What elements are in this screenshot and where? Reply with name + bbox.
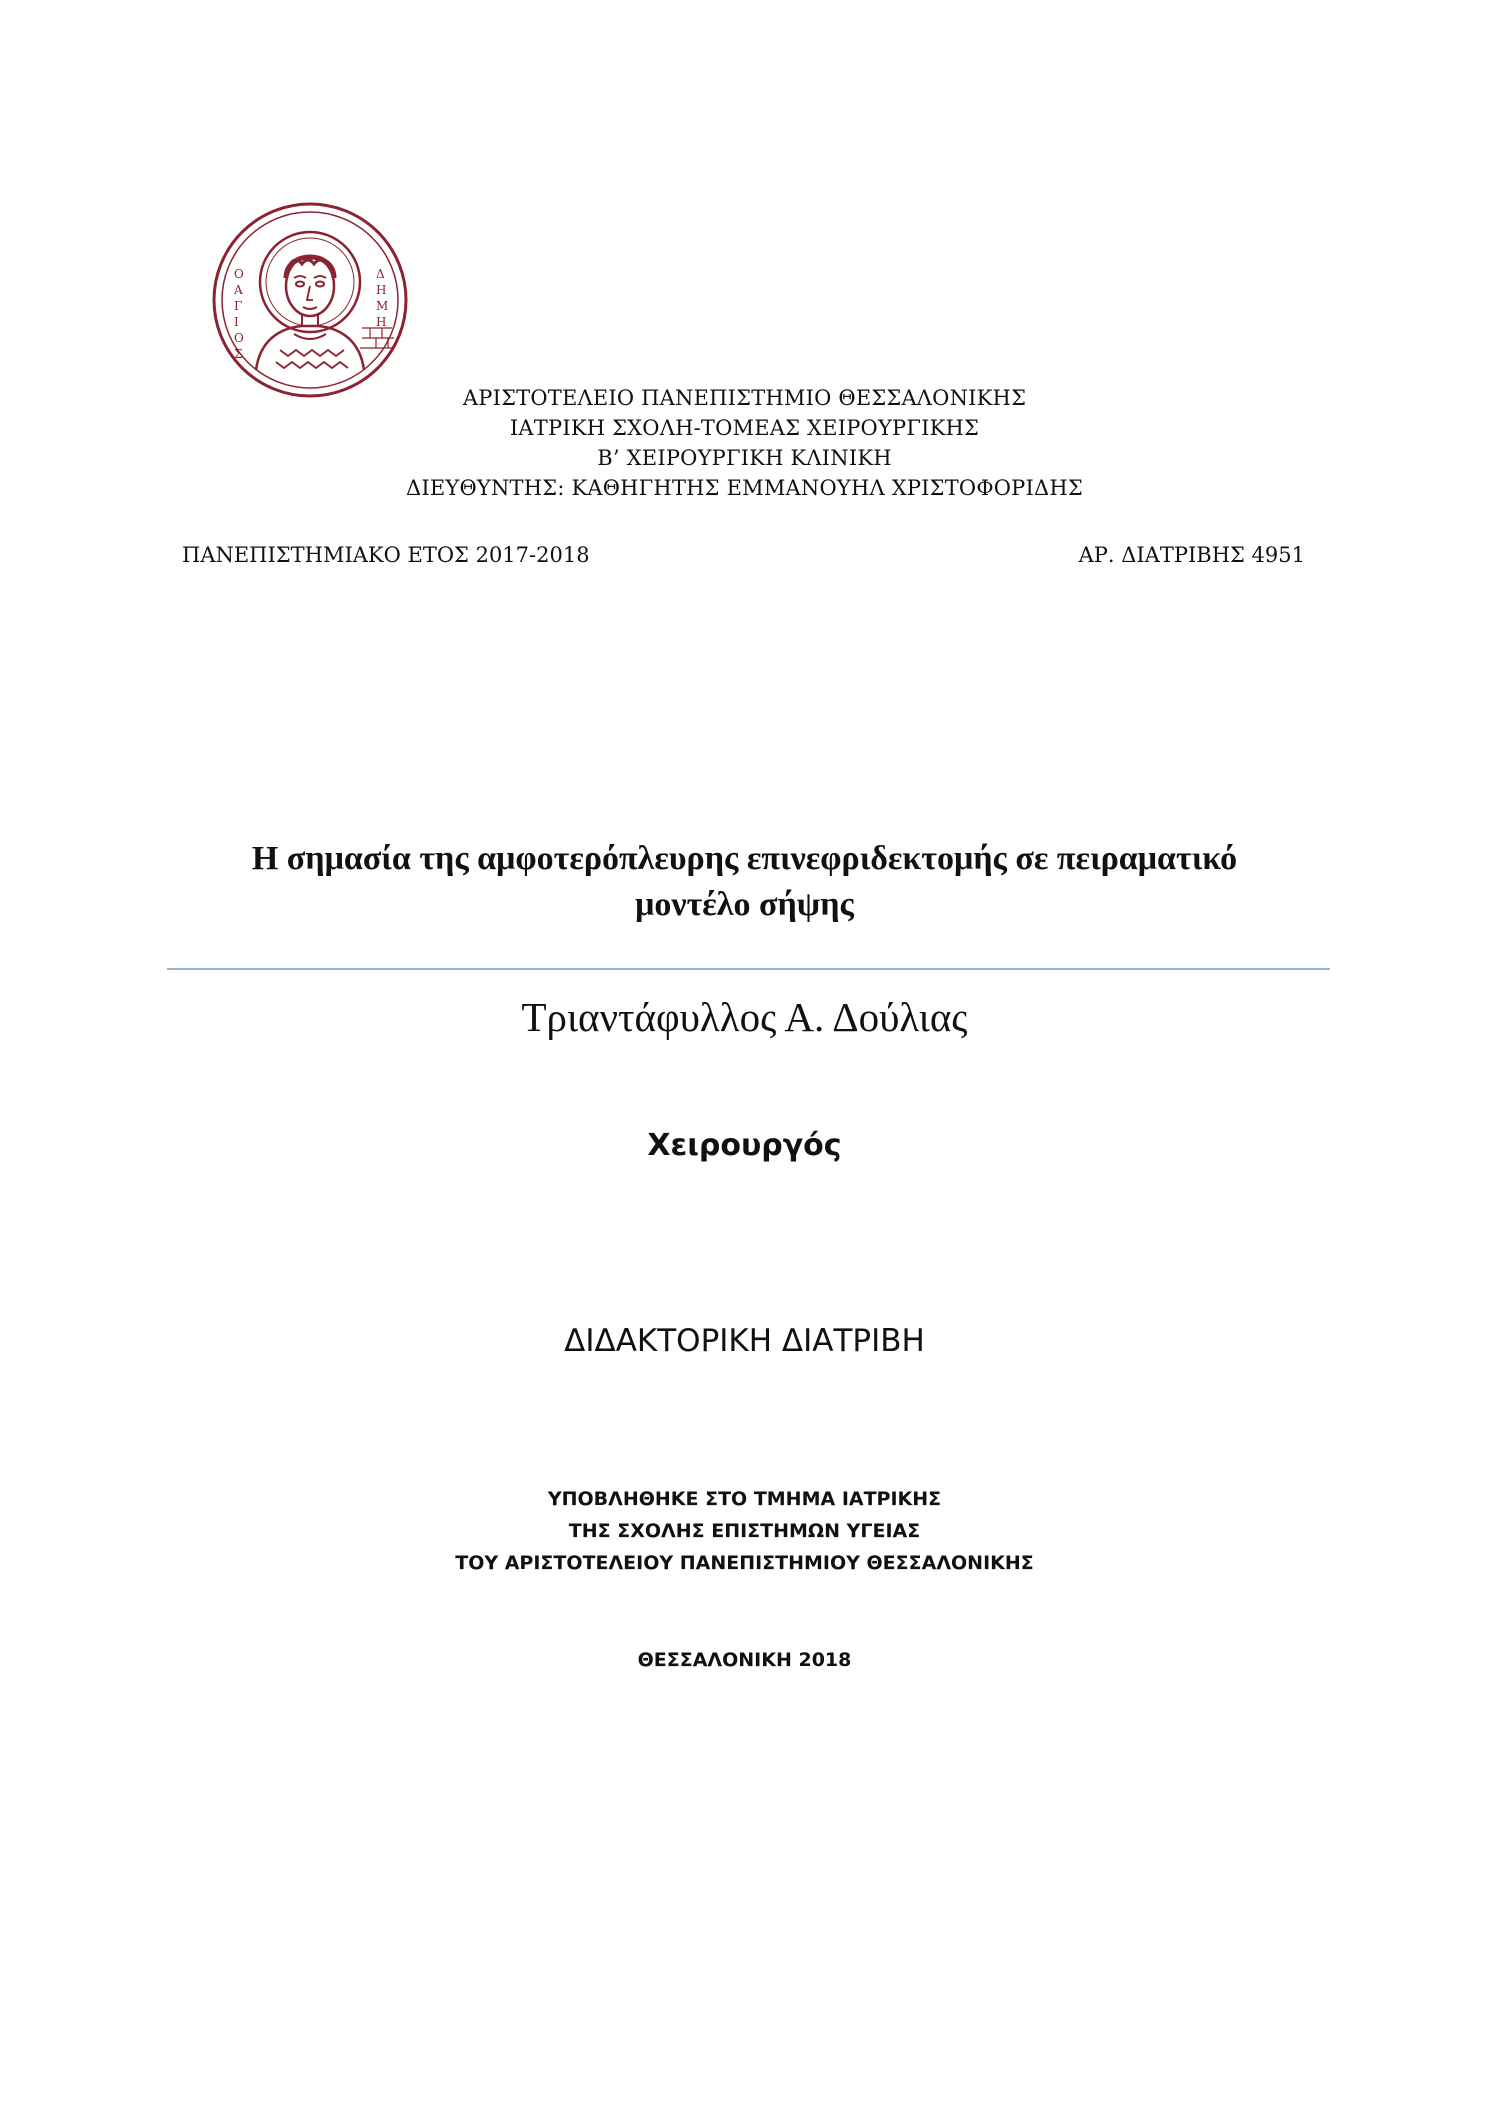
- svg-text:Σ: Σ: [234, 347, 243, 361]
- place-year: ΘΕΣΣΑΛΟΝΙΚΗ 2018: [637, 1649, 852, 1671]
- submission-line-department: ΥΠΟΒΛΗΘΗΚΕ ΣΤΟ ΤΜΗΜΑ ΙΑΤΡΙΚΗΣ: [547, 1488, 942, 1510]
- svg-text:Η: Η: [376, 283, 387, 297]
- svg-text:Ο: Ο: [234, 331, 244, 345]
- submission-statement: [0, 1483, 1489, 1579]
- thesis-number: ΑΡ. ΔΙΑΤΡΙΒΗΣ 4951: [1078, 543, 1305, 567]
- institution-line-director: ΔΙΕΥΘΥΝΤΗΣ: ΚΑΘΗΓΗΤΗΣ ΕΜΜΑΝΟΥΗΛ ΧΡΙΣΤΟΦΟΡΙΔΗΣ: [406, 476, 1083, 500]
- submission-line-school: ΤΗΣ ΣΧΟΛΗΣ ΕΠΙΣΤΗΜΩΝ ΥΓΕΙΑΣ: [568, 1520, 921, 1542]
- institution-line-school: ΙΑΤΡΙΚΗ ΣΧΟΛΗ-ΤΟΜΕΑΣ ΧΕΙΡΟΥΡΓΙΚΗΣ: [509, 416, 980, 440]
- submission-line-university: ΤΟΥ ΑΡΙΣΤΟΤΕΛΕΙΟΥ ΠΑΝΕΠΙΣΤΗΜΙΟΥ ΘΕΣΣΑΛΟΝΙΚΗΣ: [455, 1552, 1034, 1574]
- institution-header: [0, 383, 1489, 503]
- svg-text:Δ: Δ: [376, 267, 385, 281]
- svg-text:Γ: Γ: [234, 299, 243, 313]
- svg-text:Μ: Μ: [376, 299, 389, 313]
- title-divider: [167, 968, 1330, 970]
- document-type: ΔΙΔΑΚΤΟΡΙΚΗ ΔΙΑΤΡΙΒΗ: [564, 1323, 925, 1359]
- svg-text:Α: Α: [234, 283, 243, 297]
- thesis-title-line-1: Η σημασία της αμφοτερόπλευρης επινεφριδεκτομής σε πειραματικό: [251, 840, 1238, 877]
- svg-text:Ι: Ι: [234, 315, 239, 329]
- svg-text:Ο: Ο: [234, 267, 244, 281]
- institution-line-university: ΑΡΙΣΤΟΤΕΛΕΙΟ ΠΑΝΕΠΙΣΤΗΜΙΟ ΘΕΣΣΑΛΟΝΙΚΗΣ: [462, 386, 1027, 410]
- author-profession: Χειρουργός: [647, 1128, 842, 1163]
- institution-line-clinic: Β’ ΧΕΙΡΟΥΡΓΙΚΗ ΚΛΙΝΙΚΗ: [597, 446, 892, 470]
- author-name: Τριαντάφυλλος Α. Δούλιας: [521, 994, 968, 1040]
- thesis-title-line-2: μοντέλο σήψης: [635, 886, 854, 923]
- university-seal-icon: [210, 200, 410, 400]
- svg-text:Η: Η: [376, 315, 387, 329]
- thesis-title: [0, 836, 1489, 928]
- academic-year: ΠΑΝΕΠΙΣΤΗΜΙΑΚΟ ΕΤΟΣ 2017-2018: [182, 543, 590, 567]
